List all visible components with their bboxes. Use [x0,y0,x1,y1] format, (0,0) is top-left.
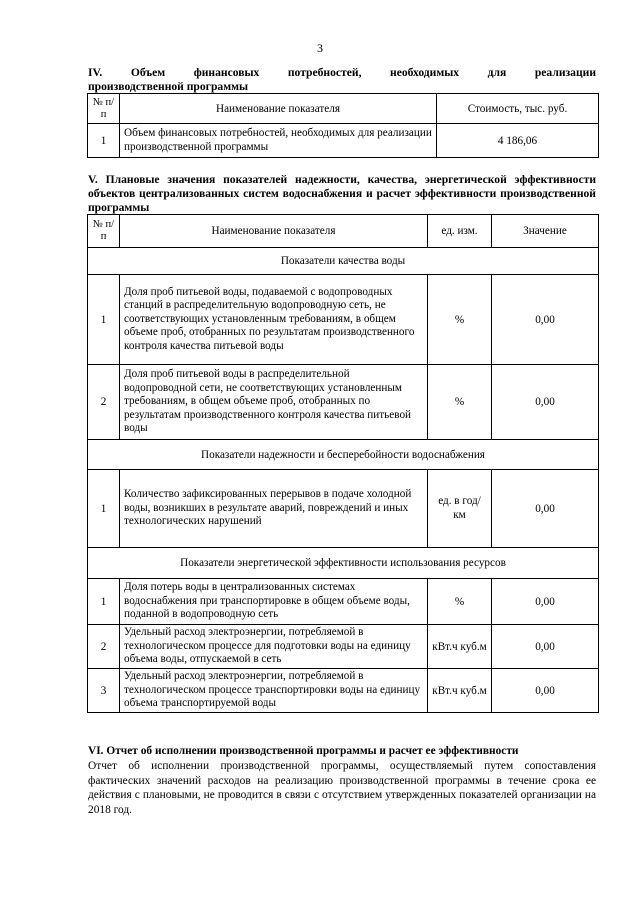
group-title: Показатели качества воды [88,248,599,275]
table-header-row [88,94,599,124]
row-name: Удельный расход электроэнергии, потребляемой в технологическом процессе для подготовки воды на единицу объема воды, отпускаемой в сеть [120,625,428,669]
row-value: 0,00 [492,275,599,365]
row-value: 0,00 [492,625,599,669]
row-num: 1 [88,579,120,625]
section-4-title-line1: IV. Объем финансовых потребностей, необходимых для реализации [88,66,596,79]
row-name: Удельный расход электроэнергии, потребляемой в технологическом процессе транспортировки воды на единицу объема транспортируемой воды [120,669,428,713]
section-6-title: VI. Отчет об исполнении производственной программы и расчет ее эффективности [88,745,519,757]
table-row [88,365,599,440]
row-value: 0,00 [492,669,599,713]
section-6-text: Отчет об исполнении производственной программы, осуществляемый путем сопоставления фактических значений расходов на реализацию производственной программы в течение срока ее действия с плановыми, не проводится в связи с отсутствием утвержденных показателей организации на 2018 год. [88,759,596,817]
table-row [88,669,599,713]
group-row [88,248,599,275]
row-name: Доля проб питьевой воды, подаваемой с водопроводных станций в распределительную водопроводную сеть, не соответствующих установленным требованиям, в общем объеме проб, отобранных по результатам производственного контроля качества питьевой воды [120,275,428,365]
row-name: Объем финансовых потребностей, необходимых для реализации производственной программы [120,124,437,158]
row-value: 0,00 [492,579,599,625]
table-row [88,124,599,158]
group-row [88,548,599,579]
header-cost: Стоимость, тыс. руб. [437,94,599,124]
row-unit: кВт.ч куб.м [428,669,492,713]
row-num: 2 [88,365,120,440]
row-unit: ед. в год/ км [428,470,492,548]
section-4-title-line2: производственной программы [88,80,249,93]
row-num: 3 [88,669,120,713]
group-title: Показатели надежности и бесперебойности водоснабжения [88,440,599,470]
row-value: 0,00 [492,470,599,548]
row-name: Доля проб питьевой воды в распределительной водопроводной сети, не соответствующих установленным требованиям, в общем объеме проб, отобранных по результатам производственного контроля качества питьевой воды [120,365,428,440]
row-unit: % [428,579,492,625]
row-name: Доля потерь воды в централизованных системах водоснабжения при транспортировке в общем объеме воды, поданной в водопроводную сеть [120,579,428,625]
header-num: № п/п [88,94,120,124]
financial-needs-table [87,93,599,158]
page-number: 3 [317,41,323,55]
header-name: Наименование показателя [120,94,437,124]
section-5-title: V. Плановые значения показателей надежности, качества, энергетической эффективности объектов централизованных систем водоснабжения и расчет эффективности производственной программы [88,173,596,214]
group-title: Показатели энергетической эффективности использования ресурсов [88,548,599,579]
header-unit: ед. изм. [428,215,492,248]
row-unit: % [428,365,492,440]
indicators-table [87,214,599,713]
row-cost: 4 186,06 [437,124,599,158]
header-value: Значение [492,215,599,248]
header-name: Наименование показателя [120,215,428,248]
row-num: 1 [88,124,120,158]
row-unit: % [428,275,492,365]
table-row [88,470,599,548]
row-unit: кВт.ч куб.м [428,625,492,669]
row-num: 1 [88,470,120,548]
row-num: 1 [88,275,120,365]
table-row [88,275,599,365]
group-row [88,440,599,470]
row-name: Количество зафиксированных перерывов в подаче холодной воды, возникших в результате аварий, повреждений и иных технологических нарушений [120,470,428,548]
header-num: № п/п [88,215,120,248]
table-header-row [88,215,599,248]
row-value: 0,00 [492,365,599,440]
row-num: 2 [88,625,120,669]
table-row [88,579,599,625]
section-6 [88,744,596,818]
table-row [88,625,599,669]
